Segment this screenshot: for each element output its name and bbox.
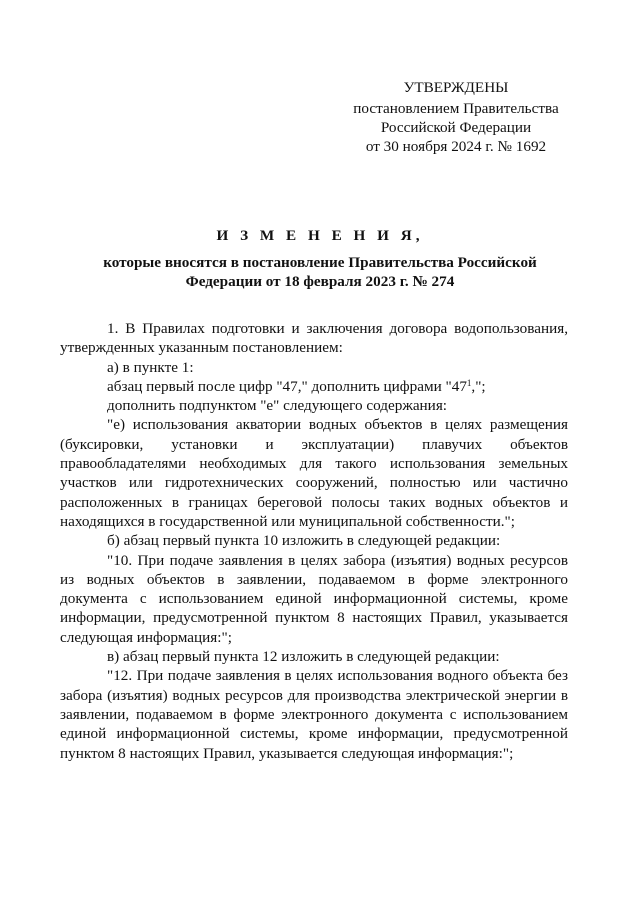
paragraph-5: "е) использования акватории водных объектов в целях размещения (буксировки, установки и эксплуатации) плавучих объектов правообладателями необходимых для такого использования земельных участков или гидротехнических сооружений, полностью или частично расположенных в границах береговой полосы таких водных объектов и находящихся в государственной или муниципальной собственности."; xyxy=(60,416,568,530)
approval-heading: УТВЕРЖДЕНЫ xyxy=(403,79,509,96)
paragraph-1: 1. В Правилах подготовки и заключения договора водопользования, утвержденных указанным постановлением: xyxy=(60,320,568,357)
approval-stamp xyxy=(340,78,572,156)
paragraph-7: "10. При подаче заявления в целях забора (изъятия) водных ресурсов из водных объектов в заявлении, подаваемом в форме электронного документа с использованием единой информационной системы, кроме информации, предусмотренной пунктом 8 настоящих Правил, указывается следующая информация:"; xyxy=(60,551,568,646)
document-body xyxy=(60,319,568,763)
paragraph-3-text: абзац первый после цифр "47," дополнить цифрами "47 xyxy=(107,377,467,395)
title-subtitle-line-1: которые вносятся в постановление Правительства Российской xyxy=(103,254,537,271)
paragraph-6: б) абзац первый пункта 10 изложить в следующей редакции: xyxy=(107,532,501,550)
title-subtitle-line-2: Федерации от 18 февраля 2023 г. № 274 xyxy=(185,273,455,290)
approval-line-2: Российской Федерации xyxy=(380,119,532,136)
approval-line-1: постановлением Правительства xyxy=(353,100,559,117)
paragraph-2: а) в пункте 1: xyxy=(107,358,194,376)
paragraph-4: дополнить подпунктом "е" следующего содержания: xyxy=(107,397,448,415)
paragraph-8: в) абзац первый пункта 12 изложить в следующей редакции: xyxy=(107,648,500,666)
title-subtitle xyxy=(60,253,580,291)
paragraph-3-tail: ,"; xyxy=(471,377,486,395)
paragraph-3-superscript: 1 xyxy=(466,377,472,388)
title-caps: И З М Е Н Е Н И Я, xyxy=(216,227,424,244)
approval-line-3: от 30 ноября 2024 г. № 1692 xyxy=(365,138,547,155)
document-title xyxy=(60,226,580,291)
paragraph-9: "12. При подаче заявления в целях использования водного объекта без забора (изъятия) водных ресурсов для производства электрической энергии в заявлении, подаваемом в форме электронного документа с использованием единой информационной системы, кроме информации, предусмотренной пунктом 8 настоящих Правил, указывается следующая информация:"; xyxy=(60,667,568,762)
paragraph-3 xyxy=(60,377,568,396)
